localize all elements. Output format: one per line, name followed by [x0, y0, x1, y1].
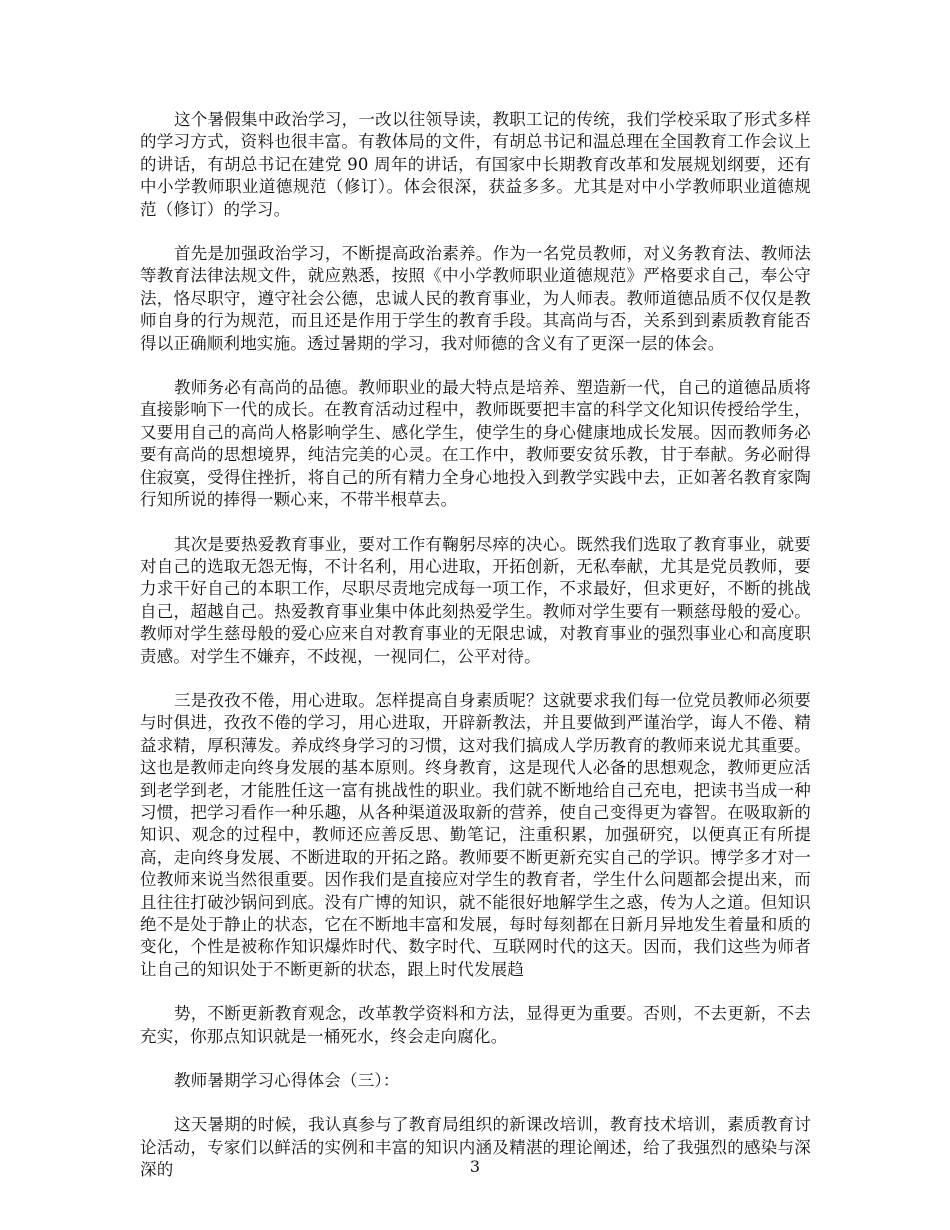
paragraph-strengthen-political-study: 首先是加强政治学习，不断提高政治素养。作为一名党员教师，对义务教育法、教师法等教育法律法规文件，就应熟悉，按照《中小学教师职业道德规范》严格要求自己，奉公守法，恪尽职守，遵守社会公德，忠诚人民的教育事业，为人师表。教师道德品质不仅仅是教师自身的行为规范，而且还是作用于学生的教育手段。其高尚与否，关系到到素质教育能否得以正确顺利地实施。透过暑期的学习，我对师德的含义有了更深一层的体会。 — [140, 244, 811, 353]
paragraph-diligent-learning: 三是孜孜不倦，用心进取。怎样提高自身素质呢？这就要求我们每一位党员教师必须要与时俱进，孜孜不倦的学习，用心进取，开辟新教法，并且要做到严谨治学，诲人不倦、精益求精，厚积薄发。养成终身学习的习惯，这对我们搞成人学历教育的教师来说尤其重要。这也是教师走向终身发展的基本原则。终身教育，这是现代人必备的思想观念，教师更应活到老学到老，才能胜任这一富有挑战性的职业。我们就不断地给自己充电，把读书当成一种习惯，把学习看作一种乐趣，从各种渠道汲取新的营养，使自己变得更为睿智。在吸取新的知识、观念的过程中，教师还应善反思、勤笔记，注重积累，加强研究，以便真正有所提高，走向终身发展、不断进取的开拓之路。教师要不断更新充实自己的学识。博学多才对一位教师来说当然很重要。因作我们是直接应对学生的教育者，学生什么问题都会提出来，而且往往打破沙锅问到底。没有广博的知识，就不能很好地解学生之惑，传为人之道。但知识绝不是处于静止的状态，它在不断地丰富和发展，每时每刻都在日新月异地发生着量和质的变化，个性是被称作知识爆炸时代、数字时代、互联网时代的这天。因而，我们这些为师者让自己的知识处于不断更新的状态，跟上时代发展趋 — [140, 690, 811, 979]
document-body — [140, 109, 811, 1182]
section-heading: 教师暑期学习心得体会（三）： — [174, 1071, 400, 1091]
paragraph-update-concepts: 势，不断更新教育观念，改革教学资料和方法，显得更为重要。否则，不去更新，不去充实，你那点知识就是一桶死水，终会走向腐化。 — [140, 1004, 811, 1046]
paragraph-political-study-intro: 这个暑假集中政治学习，一改以往领导读，教职工记的传统，我们学校采取了形式多样的学习方式，资料也很丰富。有教体局的文件，有胡总书记和温总理在全国教育工作会议上的讲话，有胡总书记在建党 90 周年的讲话，有国家中长期教育改革和发展规划纲要，还有中小学教师职业道德规范（修订）。体会很深，获益多多。尤其是对中小学教师职业道德规范（修订）的学习。 — [140, 110, 811, 219]
paragraph-summer-training: 这天暑期的时候，我认真参与了教育局组织的新课改培训，教育技术培训，素质教育讨论活动，专家们以鲜活的实例和丰富的知识内涵及精湛的理论阐述，给了我强烈的感染与深深的 — [140, 1115, 811, 1180]
paragraph-noble-character: 教师务必有高尚的品德。教师职业的最大特点是培养、塑造新一代，自己的道德品质将直接影响下一代的成长。在教育活动过程中，教师既要把丰富的科学文化知识传授给学生，又要用自己的高尚人格影响学生、感化学生，使学生的身心健康地成长发展。因而教师务必要有高尚的思想境界，纯洁完美的心灵。在工作中，教师要安贫乐教，甘于奉献。务必耐得住寂寞，受得住挫折，将自己的所有精力全身心地投入到教学实践中去，正如著名教育家陶行知所说的捧得一颗心来，不带半根草去。 — [140, 378, 811, 510]
paragraph-love-education: 其次是要热爱教育事业，要对工作有鞠躬尽瘁的决心。既然我们选取了教育事业，就要对自己的选取无怨无悔，不计名利，用心进取，开拓创新，无私奉献，尤其是党员教师，要力求干好自己的本职工作，尽职尽责地完成每一项工作，不求最好，但求更好，不断的挑战自己，超越自己。热爱教育事业集中体此刻热爱学生。教师对学生要有一颗慈母般的爱心。教师对学生慈母般的爱心应来自对教育事业的无限忠诚，对教育事业的强烈事业心和高度职责感。对学生不嫌弃，不歧视，一视同仁，公平对待。 — [140, 534, 811, 666]
page-number: 3 — [469, 1157, 481, 1176]
